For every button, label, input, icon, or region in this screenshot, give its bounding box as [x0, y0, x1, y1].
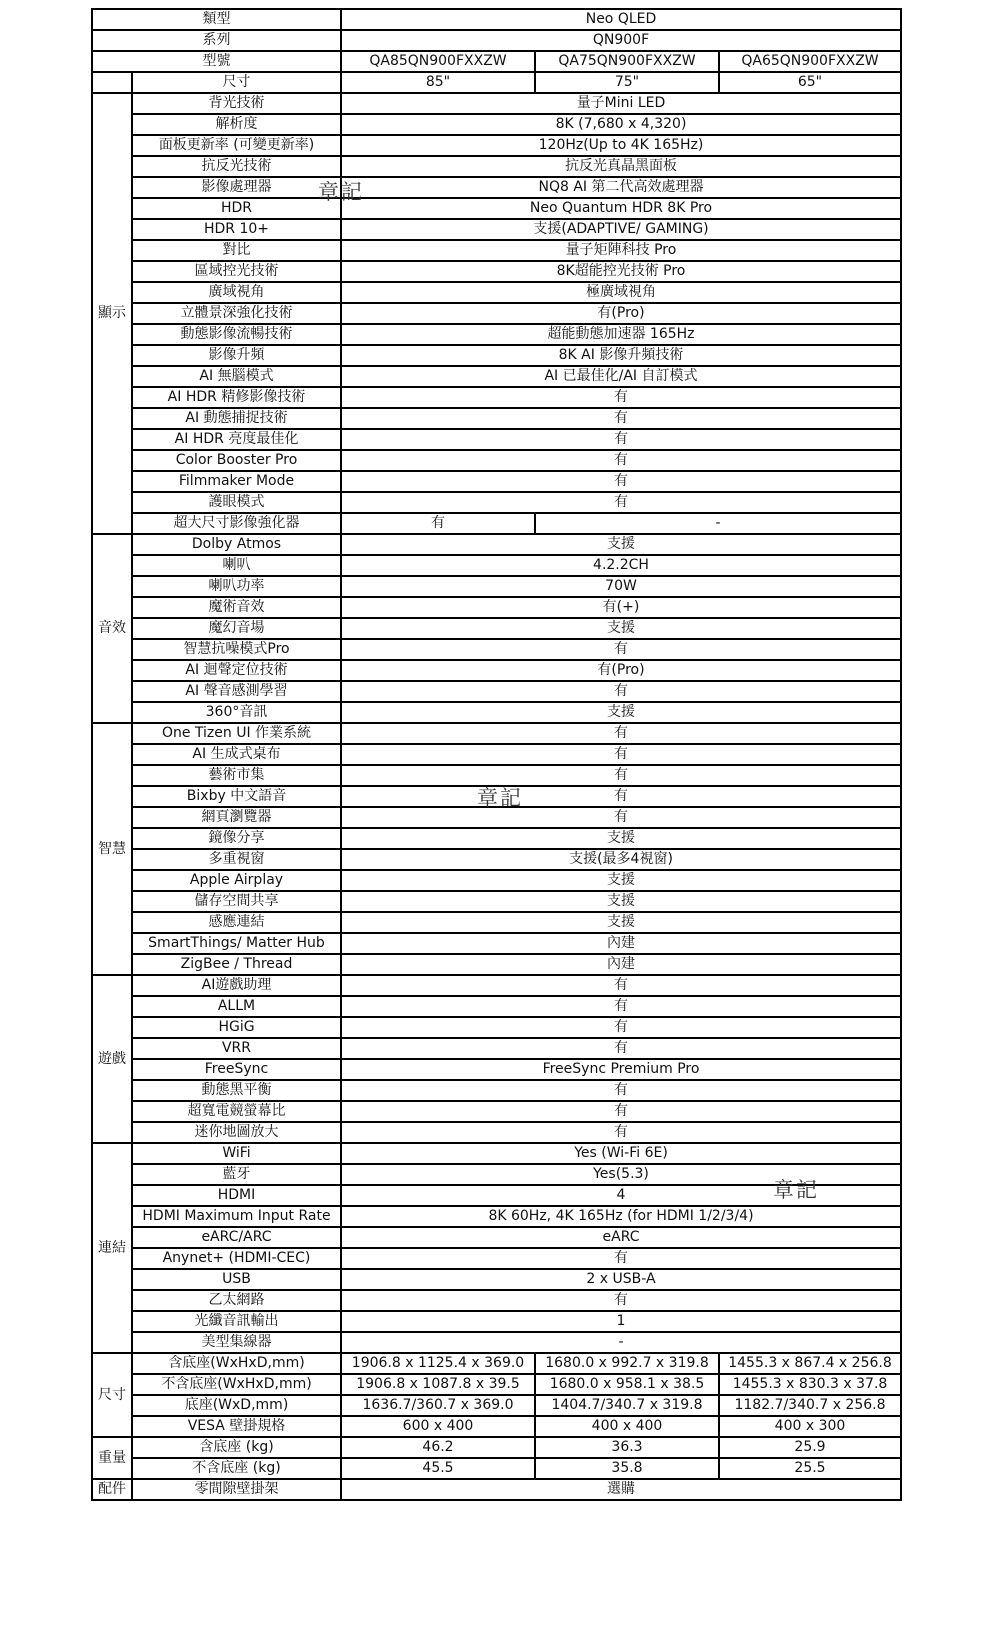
header-row-type	[92, 9, 901, 30]
size-blank-cell	[92, 72, 132, 93]
spec-value: 支援	[341, 870, 901, 891]
spec-label: 零間隙壁掛架	[132, 1479, 341, 1500]
spec-value: 超能動態加速器 165Hz	[341, 324, 901, 345]
spec-value: 46.2	[341, 1437, 535, 1458]
spec-value: 1680.0 x 958.1 x 38.5	[535, 1374, 719, 1395]
spec-label: Anynet+ (HDMI-CEC)	[132, 1248, 341, 1269]
spec-row	[92, 954, 901, 975]
spec-label: 魔幻音場	[132, 618, 341, 639]
spec-label: Filmmaker Mode	[132, 471, 341, 492]
spec-label: 不含底座 (kg)	[132, 1458, 341, 1479]
spec-label: AI 生成式桌布	[132, 744, 341, 765]
spec-value: 4	[341, 1185, 901, 1206]
spec-value: 支援	[341, 618, 901, 639]
spec-label: Bixby 中文語音	[132, 786, 341, 807]
model-label: 型號	[92, 51, 341, 72]
spec-label: AI HDR 亮度最佳化	[132, 429, 341, 450]
spec-value: eARC	[341, 1227, 901, 1248]
spec-value: 支援	[341, 912, 901, 933]
spec-label: AI 動態捕捉技術	[132, 408, 341, 429]
spec-value: 有	[341, 1101, 901, 1122]
spec-row	[92, 744, 901, 765]
spec-row	[92, 1290, 901, 1311]
spec-label: 藍牙	[132, 1164, 341, 1185]
spec-value: Neo Quantum HDR 8K Pro	[341, 198, 901, 219]
spec-row	[92, 996, 901, 1017]
spec-row	[92, 870, 901, 891]
spec-row	[92, 1479, 901, 1500]
spec-row	[92, 1227, 901, 1248]
spec-row	[92, 1332, 901, 1353]
spec-label: 動態黑平衡	[132, 1080, 341, 1101]
spec-row	[92, 1353, 901, 1374]
spec-row	[92, 975, 901, 996]
spec-row	[92, 471, 901, 492]
spec-value: 有	[341, 408, 901, 429]
spec-value: 有	[341, 471, 901, 492]
spec-label: 廣域視角	[132, 282, 341, 303]
spec-value: -	[341, 1332, 901, 1353]
type-value: Neo QLED	[341, 9, 901, 30]
watermark-stamp: 章記	[773, 1178, 819, 1202]
spec-row	[92, 114, 901, 135]
spec-row	[92, 492, 901, 513]
spec-row	[92, 219, 901, 240]
spec-label: 網頁瀏覽器	[132, 807, 341, 828]
spec-label: HDR 10+	[132, 219, 341, 240]
spec-row	[92, 912, 901, 933]
spec-value: 支援	[341, 891, 901, 912]
spec-row	[92, 1143, 901, 1164]
spec-label: 立體景深強化技術	[132, 303, 341, 324]
spec-value: 1906.8 x 1125.4 x 369.0	[341, 1353, 535, 1374]
spec-value: 1636.7/360.7 x 369.0	[341, 1395, 535, 1416]
spec-label: eARC/ARC	[132, 1227, 341, 1248]
spec-row	[92, 1395, 901, 1416]
spec-value: 有	[341, 765, 901, 786]
spec-label: AI HDR 精修影像技術	[132, 387, 341, 408]
spec-label: One Tizen UI 作業系統	[132, 723, 341, 744]
spec-row	[92, 135, 901, 156]
spec-value: 選購	[341, 1479, 901, 1500]
series-label: 系列	[92, 30, 341, 51]
spec-row	[92, 1374, 901, 1395]
spec-label: 鏡像分享	[132, 828, 341, 849]
spec-value: 量子矩陣科技 Pro	[341, 240, 901, 261]
type-label: 類型	[92, 9, 341, 30]
spec-value: 有	[341, 1017, 901, 1038]
spec-label: 動態影像流暢技術	[132, 324, 341, 345]
size-label: 尺寸	[132, 72, 341, 93]
spec-label: 乙太網路	[132, 1290, 341, 1311]
spec-label: 魔術音效	[132, 597, 341, 618]
spec-value: 有	[341, 786, 901, 807]
spec-value: 25.5	[719, 1458, 901, 1479]
spec-value: 量子Mini LED	[341, 93, 901, 114]
spec-label: 面板更新率 (可變更新率)	[132, 135, 341, 156]
spec-label: AI遊戲助理	[132, 975, 341, 996]
spec-label: FreeSync	[132, 1059, 341, 1080]
spec-row	[92, 555, 901, 576]
spec-value: 有	[341, 996, 901, 1017]
spec-label: VESA 壁掛規格	[132, 1416, 341, 1437]
spec-label: 迷你地圖放大	[132, 1122, 341, 1143]
spec-label: HDMI Maximum Input Rate	[132, 1206, 341, 1227]
spec-row	[92, 366, 901, 387]
spec-value: 支援	[341, 828, 901, 849]
spec-value: 36.3	[535, 1437, 719, 1458]
spec-value: 1	[341, 1311, 901, 1332]
spec-value: 有(Pro)	[341, 303, 901, 324]
spec-row	[92, 681, 901, 702]
spec-value: 有	[341, 723, 901, 744]
spec-label: 超大尺寸影像強化器	[132, 513, 341, 534]
spec-row	[92, 429, 901, 450]
spec-value: 有(+)	[341, 597, 901, 618]
spec-value: NQ8 AI 第二代高效處理器	[341, 177, 901, 198]
spec-row	[92, 282, 901, 303]
spec-label: 含底座 (kg)	[132, 1437, 341, 1458]
spec-row	[92, 597, 901, 618]
spec-label: 感應連結	[132, 912, 341, 933]
spec-value: 有	[341, 492, 901, 513]
spec-label: 智慧抗噪模式Pro	[132, 639, 341, 660]
spec-value: 1404.7/340.7 x 319.8	[535, 1395, 719, 1416]
spec-row	[92, 303, 901, 324]
watermark-stamp: 章記	[318, 180, 364, 204]
spec-label: HDR	[132, 198, 341, 219]
size-75: 75"	[535, 72, 719, 93]
spec-value: 400 x 400	[535, 1416, 719, 1437]
spec-value: 8K (7,680 x 4,320)	[341, 114, 901, 135]
spec-value: 極廣域視角	[341, 282, 901, 303]
spec-value: 有	[341, 1122, 901, 1143]
spec-row	[92, 1122, 901, 1143]
spec-row	[92, 618, 901, 639]
spec-row	[92, 891, 901, 912]
spec-label: 360°音訊	[132, 702, 341, 723]
spec-label: 喇叭	[132, 555, 341, 576]
spec-label: HGiG	[132, 1017, 341, 1038]
spec-value: 內建	[341, 954, 901, 975]
spec-value: 1455.3 x 830.3 x 37.8	[719, 1374, 901, 1395]
spec-row	[92, 933, 901, 954]
model-65: QA65QN900FXXZW	[719, 51, 901, 72]
spec-value: 1455.3 x 867.4 x 256.8	[719, 1353, 901, 1374]
spec-label: 多重視窗	[132, 849, 341, 870]
spec-value: AI 已最佳化/AI 自訂模式	[341, 366, 901, 387]
spec-value: 內建	[341, 933, 901, 954]
spec-label: Color Booster Pro	[132, 450, 341, 471]
spec-label: Apple Airplay	[132, 870, 341, 891]
spec-label: 抗反光技術	[132, 156, 341, 177]
header-row-series	[92, 30, 901, 51]
watermark-stamp: 章記	[477, 786, 523, 810]
spec-label: 解析度	[132, 114, 341, 135]
spec-label: AI 無腦模式	[132, 366, 341, 387]
spec-value: 有	[341, 450, 901, 471]
model-75: QA75QN900FXXZW	[535, 51, 719, 72]
spec-value: 8K超能控光技術 Pro	[341, 261, 901, 282]
spec-row	[92, 1311, 901, 1332]
spec-row	[92, 828, 901, 849]
category-cell: 智慧	[92, 723, 132, 975]
spec-value: 有	[341, 744, 901, 765]
spec-value: 600 x 400	[341, 1416, 535, 1437]
spec-value: 有	[341, 429, 901, 450]
size-65: 65"	[719, 72, 901, 93]
spec-row	[92, 1101, 901, 1122]
spec-row	[92, 198, 901, 219]
spec-value: 有	[341, 639, 901, 660]
spec-value: Yes (Wi-Fi 6E)	[341, 1143, 901, 1164]
spec-value: 1182.7/340.7 x 256.8	[719, 1395, 901, 1416]
spec-label: 儲存空間共享	[132, 891, 341, 912]
spec-value: 有	[341, 513, 535, 534]
spec-row	[92, 1017, 901, 1038]
spec-value: FreeSync Premium Pro	[341, 1059, 901, 1080]
spec-label: AI 聲音感測學習	[132, 681, 341, 702]
spec-value: 抗反光真晶黑面板	[341, 156, 901, 177]
category-cell: 顯示	[92, 93, 132, 534]
spec-label: 超寬電競螢幕比	[132, 1101, 341, 1122]
spec-label: ZigBee / Thread	[132, 954, 341, 975]
spec-row	[92, 408, 901, 429]
spec-value: 有	[341, 975, 901, 996]
size-85: 85"	[341, 72, 535, 93]
spec-table-body	[92, 9, 901, 1500]
header-row-size	[92, 72, 901, 93]
spec-value: Yes(5.3)	[341, 1164, 901, 1185]
spec-value: 35.8	[535, 1458, 719, 1479]
spec-value: 1906.8 x 1087.8 x 39.5	[341, 1374, 535, 1395]
spec-value: 8K AI 影像升頻技術	[341, 345, 901, 366]
spec-row	[92, 324, 901, 345]
category-cell: 連結	[92, 1143, 132, 1353]
spec-row	[92, 1416, 901, 1437]
category-cell: 配件	[92, 1479, 132, 1500]
spec-row	[92, 849, 901, 870]
spec-label: 護眼模式	[132, 492, 341, 513]
spec-row	[92, 1059, 901, 1080]
spec-row	[92, 723, 901, 744]
spec-label: HDMI	[132, 1185, 341, 1206]
spec-label: Dolby Atmos	[132, 534, 341, 555]
spec-value: -	[535, 513, 901, 534]
spec-row	[92, 1437, 901, 1458]
spec-label: AI 迴聲定位技術	[132, 660, 341, 681]
spec-label: 光纖音訊輸出	[132, 1311, 341, 1332]
series-value: QN900F	[341, 30, 901, 51]
spec-table	[91, 8, 902, 1501]
spec-value: 70W	[341, 576, 901, 597]
spec-value: 有	[341, 681, 901, 702]
spec-row	[92, 1080, 901, 1101]
spec-label: 影像升頻	[132, 345, 341, 366]
spec-row	[92, 702, 901, 723]
spec-row	[92, 240, 901, 261]
spec-row	[92, 450, 901, 471]
spec-label: 喇叭功率	[132, 576, 341, 597]
spec-label: 美型集線器	[132, 1332, 341, 1353]
spec-value: 支援(最多4視窗)	[341, 849, 901, 870]
spec-row	[92, 387, 901, 408]
spec-label: VRR	[132, 1038, 341, 1059]
spec-value: 400 x 300	[719, 1416, 901, 1437]
header-row-model	[92, 51, 901, 72]
spec-value: 支援(ADAPTIVE/ GAMING)	[341, 219, 901, 240]
spec-value: 45.5	[341, 1458, 535, 1479]
spec-row	[92, 1269, 901, 1290]
spec-row	[92, 1206, 901, 1227]
spec-value: 支援	[341, 702, 901, 723]
spec-row	[92, 513, 901, 534]
spec-row	[92, 1248, 901, 1269]
spec-row	[92, 1458, 901, 1479]
spec-label: 區域控光技術	[132, 261, 341, 282]
spec-label: 背光技術	[132, 93, 341, 114]
spec-row	[92, 660, 901, 681]
spec-value: 有	[341, 1080, 901, 1101]
spec-label: 影像處理器	[132, 177, 341, 198]
spec-value: 有	[341, 387, 901, 408]
spec-label: 不含底座(WxHxD,mm)	[132, 1374, 341, 1395]
spec-label: SmartThings/ Matter Hub	[132, 933, 341, 954]
spec-row	[92, 576, 901, 597]
spec-row	[92, 1038, 901, 1059]
spec-value: 120Hz(Up to 4K 165Hz)	[341, 135, 901, 156]
category-cell: 音效	[92, 534, 132, 723]
spec-row	[92, 261, 901, 282]
spec-row	[92, 534, 901, 555]
category-cell: 重量	[92, 1437, 132, 1479]
spec-value: 2 x USB-A	[341, 1269, 901, 1290]
category-cell: 遊戲	[92, 975, 132, 1143]
spec-value: 有	[341, 1248, 901, 1269]
spec-label: WiFi	[132, 1143, 341, 1164]
spec-value: 有	[341, 1290, 901, 1311]
spec-row	[92, 639, 901, 660]
spec-label: 對比	[132, 240, 341, 261]
spec-label: 含底座(WxHxD,mm)	[132, 1353, 341, 1374]
spec-row	[92, 93, 901, 114]
spec-value: 支援	[341, 534, 901, 555]
spec-label: ALLM	[132, 996, 341, 1017]
spec-row	[92, 345, 901, 366]
spec-row	[92, 156, 901, 177]
category-cell: 尺寸	[92, 1353, 132, 1437]
spec-value: 1680.0 x 992.7 x 319.8	[535, 1353, 719, 1374]
spec-row	[92, 177, 901, 198]
spec-label: 藝術市集	[132, 765, 341, 786]
spec-value: 有(Pro)	[341, 660, 901, 681]
spec-label: 底座(WxD,mm)	[132, 1395, 341, 1416]
spec-value: 25.9	[719, 1437, 901, 1458]
spec-value: 8K 60Hz, 4K 165Hz (for HDMI 1/2/3/4)	[341, 1206, 901, 1227]
spec-value: 有	[341, 807, 901, 828]
spec-value: 有	[341, 1038, 901, 1059]
model-85: QA85QN900FXXZW	[341, 51, 535, 72]
spec-value: 4.2.2CH	[341, 555, 901, 576]
spec-label: USB	[132, 1269, 341, 1290]
